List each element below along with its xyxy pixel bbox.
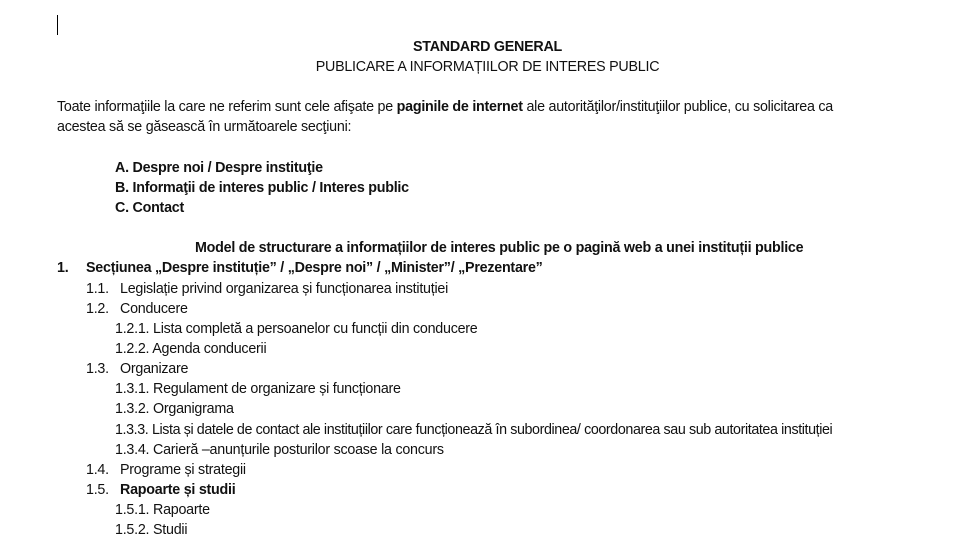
item-1-5-2: 1.5.2. Studii: [115, 522, 188, 538]
item-1-3-3: 1.3.3. Lista și datele de contact ale instituțiilor care funcționează în subordinea/ coordonarea sau sub autoritatea instituției: [115, 422, 833, 438]
section-1-number: 1.: [57, 260, 69, 276]
document-subtitle: PUBLICARE A INFORMAȚIILOR DE INTERES PUBLIC: [315, 59, 660, 75]
item-1-5-1: 1.5.1. Rapoarte: [115, 502, 210, 518]
item-1-2-1: 1.2.1. Lista completă a persoanelor cu funcții din conducere: [115, 321, 478, 337]
item-number: 1.5.: [86, 482, 109, 498]
item-number: 1.2.: [86, 301, 109, 317]
item-1-4: [86, 460, 246, 480]
item-1-5: [86, 480, 235, 500]
item-1-3-4: 1.3.4. Carieră –anunțurile posturilor scoase la concurs: [115, 442, 444, 458]
item-text: Programe și strategii: [120, 462, 246, 478]
model-heading: Model de structurare a informațiilor de interes public pe o pagină web a unei instituții publice: [195, 240, 804, 256]
item-text: Legislație privind organizarea și funcționarea instituției: [120, 281, 449, 297]
text-cursor: [57, 15, 58, 35]
intro-text-end: ale autorităţilor/instituţiilor publice, cu solicitarea ca: [522, 99, 834, 115]
item-number: 1.3.: [86, 361, 109, 377]
item-number: 1.4.: [86, 462, 109, 478]
item-1-3-2: 1.3.2. Organigrama: [115, 401, 234, 417]
intro-paragraph-line2: acestea să se găsească în următoarele secţiuni:: [57, 119, 352, 135]
item-text: Conducere: [120, 301, 188, 317]
item-1-3-1: 1.3.1. Regulament de organizare și funcționare: [115, 381, 401, 397]
intro-paragraph-line1: [57, 97, 833, 117]
item-number: 1.1.: [86, 281, 109, 297]
section-list-item-b: B. Informaţii de interes public / Interes public: [115, 180, 409, 196]
intro-text-bold: paginile de internet: [396, 99, 523, 115]
item-1-1: [86, 279, 448, 299]
item-1-2-2: 1.2.2. Agenda conducerii: [115, 341, 267, 357]
section-1-heading: [57, 258, 543, 278]
item-1-2: [86, 299, 188, 319]
section-1-title: Secțiunea „Despre instituție” / „Despre noi” / „Minister”/ „Prezentare”: [86, 260, 543, 276]
item-text: Organizare: [120, 361, 189, 377]
item-1-3: [86, 359, 188, 379]
item-text: Rapoarte și studii: [120, 482, 236, 498]
document-title: STANDARD GENERAL: [412, 39, 563, 55]
intro-text-start: Toate informaţiile la care ne referim sunt cele afişate pe: [57, 99, 397, 115]
section-list-item-a: A. Despre noi / Despre instituţie: [115, 160, 323, 176]
section-list-item-c: C. Contact: [115, 200, 184, 216]
